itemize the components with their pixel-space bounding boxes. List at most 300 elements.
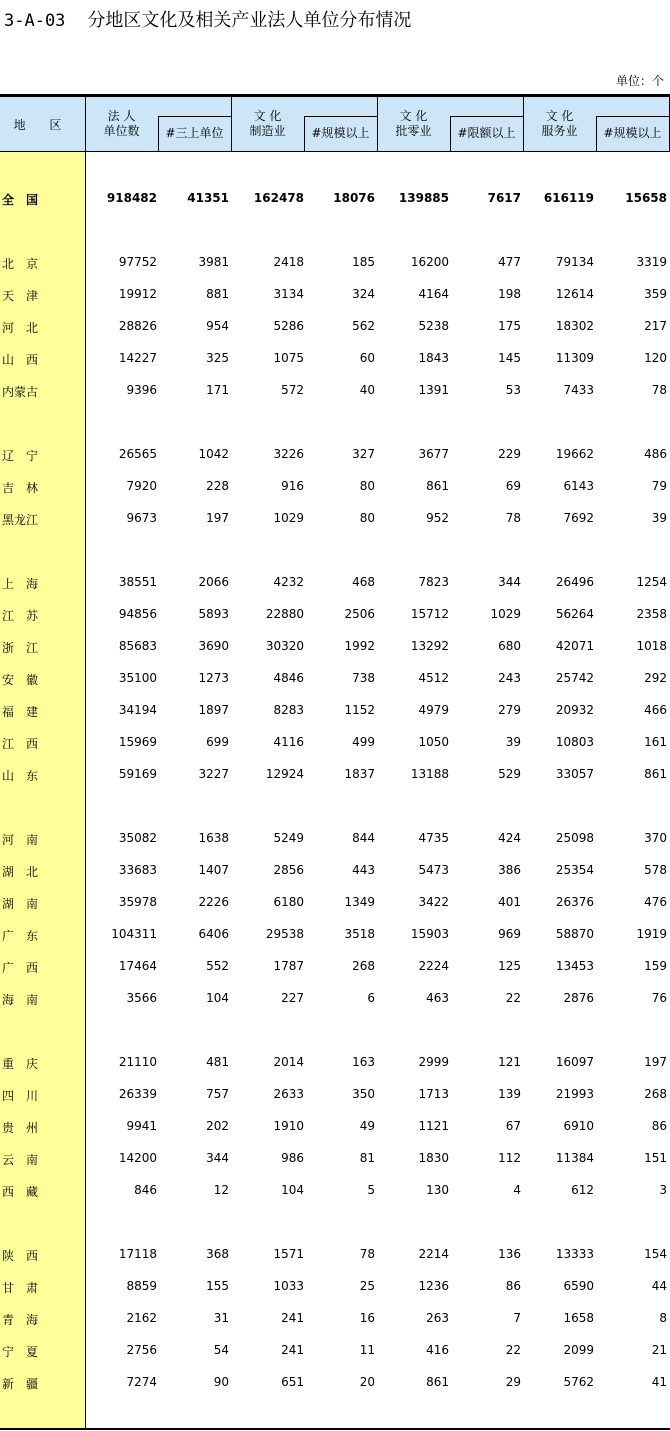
table-cell: 1042	[198, 447, 229, 461]
table-cell: 2856	[273, 863, 304, 877]
table-cell: 4164	[418, 287, 449, 301]
table-cell: 104	[281, 1183, 304, 1197]
table-cell: 14227	[118, 351, 157, 365]
table-cell: 1713	[418, 1087, 449, 1101]
table-cell: 386	[498, 863, 521, 877]
table-title: 分地区文化及相关产业法人单位分布情况	[87, 10, 412, 31]
unit-label: 单位：个	[615, 74, 664, 88]
table-cell: 31	[213, 1311, 229, 1325]
table-cell: 26496	[555, 575, 594, 589]
table-cell: 4116	[273, 735, 304, 749]
table-cell: 466	[644, 703, 667, 717]
table-cell: 1075	[273, 351, 304, 365]
region-name: 广 西	[2, 961, 39, 975]
region-name: 河 北	[2, 321, 39, 335]
table-cell: 15658	[625, 191, 667, 205]
table-cell: 227	[281, 991, 304, 1005]
table-cell: 4	[513, 1183, 521, 1197]
table-cell: 13333	[555, 1247, 594, 1261]
table-cell: 154	[644, 1247, 667, 1261]
table-cell: 25098	[555, 831, 594, 845]
region-name: 福 建	[2, 705, 39, 719]
table-row	[0, 508, 670, 528]
table-cell: 3227	[198, 767, 229, 781]
table-cell: 39	[505, 735, 521, 749]
table-cell: 120	[644, 351, 667, 365]
header-group-line1: 文 化	[545, 109, 574, 123]
table-cell: 986	[281, 1151, 304, 1165]
table-cell: 3319	[636, 255, 667, 269]
table-cell: 552	[206, 959, 229, 973]
region-name: 湖 北	[2, 865, 39, 879]
region-name: 新 疆	[2, 1377, 39, 1391]
table-row	[0, 1116, 670, 1136]
table-cell: 13292	[410, 639, 449, 653]
header-subcolumn-4: #规模以上	[596, 116, 669, 151]
table-cell: 844	[352, 831, 375, 845]
table-row	[0, 1180, 670, 1200]
table-cell: 263	[426, 1311, 449, 1325]
table-cell: 1029	[273, 511, 304, 525]
table-cell: 3690	[198, 639, 229, 653]
region-name: 河 南	[2, 833, 39, 847]
table-row	[0, 604, 670, 624]
region-name: 山 东	[2, 769, 39, 783]
table-row	[0, 348, 670, 368]
table-cell: 16097	[555, 1055, 594, 1069]
table-cell: 1638	[198, 831, 229, 845]
table-cell: 292	[644, 671, 667, 685]
region-name: 内蒙古	[2, 385, 39, 399]
table-cell: 2099	[563, 1343, 594, 1357]
table-row	[0, 892, 670, 912]
region-name: 山 西	[2, 353, 39, 367]
table-cell: 1018	[636, 639, 667, 653]
table-cell: 3134	[273, 287, 304, 301]
table-row	[0, 572, 670, 592]
region-name: 宁 夏	[2, 1345, 39, 1359]
table-cell: 10803	[555, 735, 594, 749]
table-cell: 477	[498, 255, 521, 269]
table-cell: 151	[644, 1151, 667, 1165]
table-cell: 243	[498, 671, 521, 685]
table-cell: 139	[498, 1087, 521, 1101]
region-name: 西 藏	[2, 1185, 39, 1199]
table-cell: 69	[505, 479, 521, 493]
table-cell: 13453	[555, 959, 594, 973]
table-cell: 4512	[418, 671, 449, 685]
table-cell: 41	[651, 1375, 667, 1389]
table-cell: 3518	[344, 927, 375, 941]
table-row-total	[0, 188, 670, 208]
table-cell: 861	[644, 767, 667, 781]
table-cell: 468	[352, 575, 375, 589]
table-row	[0, 1052, 670, 1072]
table-cell: 1254	[636, 575, 667, 589]
table-row	[0, 444, 670, 464]
region-name: 甘 肃	[2, 1281, 39, 1295]
region-name: 辽 宁	[2, 449, 39, 463]
table-row	[0, 668, 670, 688]
table-cell: 104	[206, 991, 229, 1005]
table-cell: 327	[352, 447, 375, 461]
table-cell: 7274	[126, 1375, 157, 1389]
header-group-label	[85, 109, 158, 139]
table-cell: 59169	[118, 767, 157, 781]
table-cell: 35082	[118, 831, 157, 845]
table-cell: 41351	[187, 191, 229, 205]
table-cell: 1121	[418, 1119, 449, 1133]
region-name: 湖 南	[2, 897, 39, 911]
table-cell: 3422	[418, 895, 449, 909]
table-cell: 104311	[111, 927, 157, 941]
table-cell: 25354	[555, 863, 594, 877]
table-bottom-border	[0, 1428, 670, 1430]
table-cell: 2066	[198, 575, 229, 589]
table-cell: 85683	[118, 639, 157, 653]
table-cell: 16200	[410, 255, 449, 269]
table-cell: 680	[498, 639, 521, 653]
region-name: 陕 西	[2, 1249, 39, 1263]
table-cell: 918482	[106, 191, 157, 205]
header-sub-divider	[450, 116, 451, 151]
table-cell: 9396	[126, 383, 157, 397]
table-cell: 81	[359, 1151, 375, 1165]
table-cell: 1407	[198, 863, 229, 877]
table-cell: 18302	[555, 319, 594, 333]
table-row	[0, 1372, 670, 1392]
table-cell: 86	[505, 1279, 521, 1293]
table-cell: 2506	[344, 607, 375, 621]
table-cell: 8859	[126, 1279, 157, 1293]
table-cell: 33057	[555, 767, 594, 781]
header-group-line2: 批零业	[395, 124, 432, 138]
table-cell: 7433	[563, 383, 594, 397]
table-row	[0, 700, 670, 720]
table-cell: 7823	[418, 575, 449, 589]
table-code: 3-A-03	[4, 11, 66, 31]
table-cell: 969	[498, 927, 521, 941]
table-cell: 30320	[265, 639, 304, 653]
table-cell: 1152	[344, 703, 375, 717]
table-cell: 145	[498, 351, 521, 365]
header-bottom-line	[0, 151, 670, 152]
table-cell: 25742	[555, 671, 594, 685]
table-cell: 19912	[118, 287, 157, 301]
table-row	[0, 732, 670, 752]
table-cell: 241	[281, 1311, 304, 1325]
table-cell: 67	[505, 1119, 521, 1133]
table-cell: 80	[359, 479, 375, 493]
table-cell: 78	[651, 383, 667, 397]
table-cell: 9941	[126, 1119, 157, 1133]
table-cell: 21110	[118, 1055, 157, 1069]
table-row	[0, 316, 670, 336]
table-row	[0, 924, 670, 944]
table-row	[0, 828, 670, 848]
table-cell: 5286	[273, 319, 304, 333]
table-cell: 2214	[418, 1247, 449, 1261]
table-cell: 5762	[563, 1375, 594, 1389]
table-cell: 1349	[344, 895, 375, 909]
header-group-divider	[231, 97, 232, 151]
header-sub-top-line	[596, 116, 669, 117]
table-cell: 2014	[273, 1055, 304, 1069]
table-cell: 35978	[118, 895, 157, 909]
region-name: 贵 州	[2, 1121, 39, 1135]
table-cell: 1033	[273, 1279, 304, 1293]
header-group-line2: 制造业	[249, 124, 286, 138]
table-cell: 5473	[418, 863, 449, 877]
table-cell: 112	[498, 1151, 521, 1165]
table-cell: 78	[359, 1247, 375, 1261]
table-cell: 80	[359, 511, 375, 525]
region-name: 云 南	[2, 1153, 39, 1167]
table-cell: 846	[134, 1183, 157, 1197]
header-subcolumn-2: #规模以上	[304, 116, 377, 151]
table-cell: 20	[359, 1375, 375, 1389]
table-cell: 86	[651, 1119, 667, 1133]
table-cell: 1236	[418, 1279, 449, 1293]
table-cell: 481	[206, 1055, 229, 1069]
table-cell: 861	[426, 479, 449, 493]
table-cell: 2358	[636, 607, 667, 621]
header-sub-top-line	[450, 116, 523, 117]
table-cell: 15969	[118, 735, 157, 749]
table-cell: 1050	[418, 735, 449, 749]
table-cell: 35100	[118, 671, 157, 685]
table-cell: 3981	[198, 255, 229, 269]
header-region-label: 地 区	[13, 118, 72, 132]
table-cell: 1658	[563, 1311, 594, 1325]
table-cell: 916	[281, 479, 304, 493]
table-cell: 12	[213, 1183, 229, 1197]
table-cell: 7692	[563, 511, 594, 525]
region-name: 安 徽	[2, 673, 39, 687]
table-cell: 40	[359, 383, 375, 397]
table-cell: 22880	[265, 607, 304, 621]
table-cell: 2418	[273, 255, 304, 269]
table-cell: 18076	[333, 191, 375, 205]
table-cell: 3226	[273, 447, 304, 461]
header-group-line1: 文 化	[399, 109, 428, 123]
table-cell: 197	[644, 1055, 667, 1069]
region-name: 浙 江	[2, 641, 39, 655]
table-cell: 616119	[543, 191, 594, 205]
table-cell: 38551	[118, 575, 157, 589]
table-cell: 139885	[398, 191, 449, 205]
table-cell: 1910	[273, 1119, 304, 1133]
table-cell: 53	[505, 383, 521, 397]
table-cell: 11	[359, 1343, 375, 1357]
table-cell: 6143	[563, 479, 594, 493]
region-name: 江 苏	[2, 609, 39, 623]
table-cell: 1843	[418, 351, 449, 365]
region-name: 吉 林	[2, 481, 39, 495]
table-cell: 42071	[555, 639, 594, 653]
table-cell: 443	[352, 863, 375, 877]
table-cell: 2999	[418, 1055, 449, 1069]
table-cell: 197	[206, 511, 229, 525]
table-cell: 8	[659, 1311, 667, 1325]
table-cell: 130	[426, 1183, 449, 1197]
table-cell: 17464	[118, 959, 157, 973]
table-cell: 136	[498, 1247, 521, 1261]
header-sub-top-line	[158, 116, 231, 117]
table-row	[0, 1084, 670, 1104]
region-name: 广 东	[2, 929, 39, 943]
table-cell: 1992	[344, 639, 375, 653]
table-cell: 1897	[198, 703, 229, 717]
table-cell: 6590	[563, 1279, 594, 1293]
table-cell: 4979	[418, 703, 449, 717]
table-cell: 202	[206, 1119, 229, 1133]
table-cell: 344	[206, 1151, 229, 1165]
table-cell: 463	[426, 991, 449, 1005]
table-cell: 359	[644, 287, 667, 301]
table-cell: 7617	[487, 191, 521, 205]
table-row	[0, 1244, 670, 1264]
table-cell: 94856	[118, 607, 157, 621]
table-cell: 198	[498, 287, 521, 301]
table-cell: 171	[206, 383, 229, 397]
table-cell: 476	[644, 895, 667, 909]
table-row	[0, 252, 670, 272]
table-cell: 26376	[555, 895, 594, 909]
header-group-line1: 法 人	[107, 109, 136, 123]
table-cell: 33683	[118, 863, 157, 877]
table-cell: 12924	[265, 767, 304, 781]
table-row	[0, 956, 670, 976]
table-cell: 4232	[273, 575, 304, 589]
table-cell: 22	[505, 1343, 521, 1357]
header-subcolumn-3: #限额以上	[450, 116, 523, 151]
table-cell: 486	[644, 447, 667, 461]
table-cell: 19662	[555, 447, 594, 461]
region-name: 全 国	[2, 193, 39, 207]
region-name: 青 海	[2, 1313, 39, 1327]
table-row	[0, 1340, 670, 1360]
header-group-label	[231, 109, 304, 139]
table-cell: 651	[281, 1375, 304, 1389]
table-cell: 15903	[410, 927, 449, 941]
table-cell: 1571	[273, 1247, 304, 1261]
table-row	[0, 1276, 670, 1296]
table-cell: 11384	[555, 1151, 594, 1165]
table-cell: 699	[206, 735, 229, 749]
region-name: 海 南	[2, 993, 39, 1007]
table-cell: 5	[367, 1183, 375, 1197]
table-cell: 416	[426, 1343, 449, 1357]
header-group-divider	[523, 97, 524, 151]
table-cell: 1273	[198, 671, 229, 685]
table-cell: 881	[206, 287, 229, 301]
table-cell: 16	[359, 1311, 375, 1325]
table-row	[0, 636, 670, 656]
table-cell: 25	[359, 1279, 375, 1293]
table-cell: 241	[281, 1343, 304, 1357]
table-cell: 578	[644, 863, 667, 877]
table-cell: 125	[498, 959, 521, 973]
table-cell: 163	[352, 1055, 375, 1069]
table-cell: 56264	[555, 607, 594, 621]
table-cell: 26339	[118, 1087, 157, 1101]
table-cell: 324	[352, 287, 375, 301]
table-cell: 5238	[418, 319, 449, 333]
table-cell: 14200	[118, 1151, 157, 1165]
table-cell: 954	[206, 319, 229, 333]
table-cell: 3566	[126, 991, 157, 1005]
table-row	[0, 1308, 670, 1328]
table-cell: 7	[513, 1311, 521, 1325]
table-cell: 58870	[555, 927, 594, 941]
header-group-line2: 服务业	[541, 124, 578, 138]
table-cell: 26565	[118, 447, 157, 461]
table-cell: 79134	[555, 255, 594, 269]
table-cell: 268	[644, 1087, 667, 1101]
table-cell: 738	[352, 671, 375, 685]
table-cell: 20932	[555, 703, 594, 717]
table-cell: 4846	[273, 671, 304, 685]
table-cell: 49	[359, 1119, 375, 1133]
table-cell: 5893	[198, 607, 229, 621]
table-cell: 2224	[418, 959, 449, 973]
table-cell: 344	[498, 575, 521, 589]
table-cell: 350	[352, 1087, 375, 1101]
header-sub-top-line	[304, 116, 377, 117]
table-cell: 2162	[126, 1311, 157, 1325]
table-cell: 757	[206, 1087, 229, 1101]
table-cell: 162478	[253, 191, 304, 205]
table-cell: 21	[651, 1343, 667, 1357]
table-cell: 1029	[490, 607, 521, 621]
table-cell: 2756	[126, 1343, 157, 1357]
table-cell: 562	[352, 319, 375, 333]
table-cell: 175	[498, 319, 521, 333]
table-row	[0, 764, 670, 784]
table-cell: 12614	[555, 287, 594, 301]
region-name: 上 海	[2, 577, 39, 591]
region-name: 江 西	[2, 737, 39, 751]
table-cell: 29538	[265, 927, 304, 941]
table-cell: 185	[352, 255, 375, 269]
table-cell: 78	[505, 511, 521, 525]
table-cell: 2633	[273, 1087, 304, 1101]
table-cell: 499	[352, 735, 375, 749]
page-title	[4, 6, 411, 32]
table-cell: 9673	[126, 511, 157, 525]
table-cell: 21993	[555, 1087, 594, 1101]
table-cell: 424	[498, 831, 521, 845]
table-cell: 612	[571, 1183, 594, 1197]
table-cell: 90	[213, 1375, 229, 1389]
table-cell: 155	[206, 1279, 229, 1293]
table-cell: 401	[498, 895, 521, 909]
table-row	[0, 860, 670, 880]
table-row	[0, 284, 670, 304]
table-cell: 79	[651, 479, 667, 493]
table-cell: 3	[659, 1183, 667, 1197]
table-cell: 279	[498, 703, 521, 717]
header-sub-divider	[304, 116, 305, 151]
table-cell: 54	[213, 1343, 229, 1357]
region-name: 重 庆	[2, 1057, 39, 1071]
table-cell: 6	[367, 991, 375, 1005]
table-cell: 17118	[118, 1247, 157, 1261]
table-cell: 3677	[418, 447, 449, 461]
table-cell: 28826	[118, 319, 157, 333]
header-sub-divider	[596, 116, 597, 151]
